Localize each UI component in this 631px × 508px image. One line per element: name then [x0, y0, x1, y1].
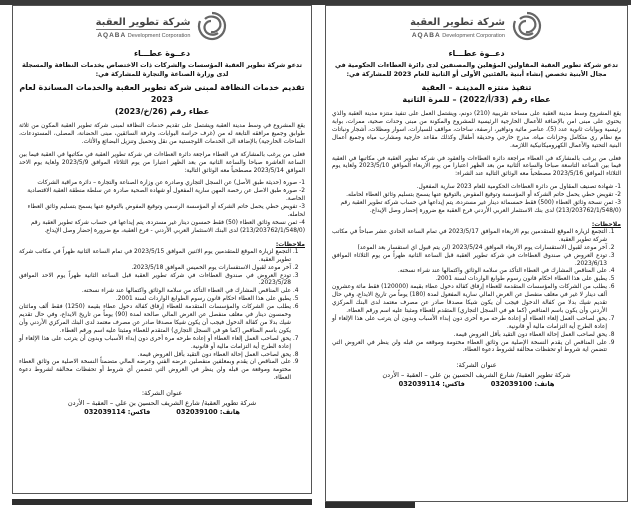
- phone-number: هاتف: 032039100: [490, 380, 555, 389]
- tender-notice-cleaning: [12, 5, 312, 494]
- company-english-name: [412, 32, 505, 39]
- invitation-heading: دعــوة عطـــاء: [448, 49, 505, 58]
- company-name-block: [410, 17, 505, 39]
- contact-numbers: [332, 380, 621, 390]
- contact-numbers: [19, 408, 305, 418]
- company-address-block: [332, 361, 621, 390]
- fax-number: فاكس: 032039114: [84, 408, 151, 417]
- purchase-instructions: فعلى من يرغب بالمشاركة في العطاء مراجعة دائرة العطاءات والعقود في شركة تطوير العقبة في مكاتبها في العقبة فيما بين الساعة التاسعة صباحا والساعة الثانية من بعد الظهر اعتبارا من يوم الاربعاء الموافق 2023/5/10 ولغاية يوم الثلاثاء الموافق 2023/5/16 مصطحباً معه الوثائق التالية عند الشراء:: [332, 155, 621, 178]
- requirement-item: 3- ثمن نسخة وثائق العطاء (500) فقط خمسمائة دينار غير مستردة، يتم إيداعها في حساب شركة تطوير العقبة رقم (213/203762/1/548/0) لدى بنك الاستثمار العربي الأردني فرع العقبة مع ضرورة إحضار وصل الإيداع.: [340, 200, 621, 214]
- requirement-item: 3- تفويض خطي يحمل خاتم الشركة أو المؤسسة الرسمي وتوقيع المفوض بالتوقيع عنها يسمح بتسليم وثائق العطاء لحامله.: [27, 204, 305, 219]
- note-item: 3. تودع العروض في صندوق العطاءات في شركة تطوير العقبة قبل الساعة الثانية ظهراً من يوم الثلاثاء الموافق 2023/6/13.: [332, 253, 607, 269]
- purchase-instructions: فعلى من يرغب بالمشاركة في العطاء مراجعة دائرة العطاءات في شركة تطوير العقبة في مكاتبها في العقبة فيما بين الساعة العاشرة صباحا والساعة الثانية من بعد الظهر اعتبارا من يوم الثلاثاء الموافق 2023/5/9 ولغاية يوم الاحد الموافق 2023/5/14 مصطحباً معه الوثائق التالية:: [19, 151, 305, 174]
- brand-aqaba: AQABA: [411, 32, 441, 39]
- note-item: 8. يحق لصاحب العمل إحالة العطاء دون التقيد بأقل العروض قيمة.: [332, 332, 607, 340]
- requirement-item: 1- شهادة تصنيف المقاول من دائرة العطاءات الحكومية للعام 2023 سارية المفعول.: [416, 184, 621, 191]
- address-heading: عنوان الشركة:: [456, 361, 497, 370]
- notes-list: [19, 249, 305, 383]
- note-item: 9. على المناقص ان يقدم وبمغلفين منفصلين عرضه الفني وعرضه المالي متضمناً النسخة الاصلية من وثائق العطاء مختومة وموقعة من قبله ولن ينظر في العروض التي تتضمن أي شروط أو تحفظات مخالفة لشروط دعوة العطاء.: [19, 359, 291, 383]
- tender-number: عطاء رقم (26/خ/2023): [114, 107, 210, 116]
- notes-list: [332, 229, 621, 356]
- requirement-item: 2- صورة طبق الاصل عن رخصة المهن سارية المفعول أو شهاده الصحية صادرة عن سلطة منطقة العقبة الاقتصادية الخاصة.: [27, 188, 305, 203]
- note-item: 7. يحق لصاحب العمل إلغاء العطاء أو إعادة طرحه مرة أخرى دون إبداء الأسباب وبدون أن يترتب على هذا الإلغاء أو إعادة الطرح أية التزامات مالية أو قانونية.: [19, 336, 291, 352]
- address-text: شركة تطوير العقبة/ شارع الشريف الحسين بن علي – العقبة – الأردن: [67, 398, 257, 407]
- tender-number: عطاء رقم (33/أ/2022) – للمرة الثانية: [402, 95, 551, 104]
- fax-number: فاكس: 032039114: [398, 380, 465, 389]
- note-item: 2. آخر موعد لقبول الاستفسارات يوم الاربعاء الموافق 2023/5/24 (لن يتم قبول اي استفسار بعد الموعد): [332, 245, 607, 253]
- note-item: 5. يطبق على هذا العطاء احكام قانون رسوم طوابع الواردات لسنة 2001.: [332, 276, 607, 284]
- tender-notice-city-park: [325, 5, 628, 502]
- notes-heading: ملاحظات:: [275, 240, 305, 248]
- note-item: 8. يحق لصاحب العمل إحالة العطاء دون التقيد بأقل العروض قيمة.: [19, 352, 291, 360]
- brand-rest: Development Corporation: [442, 33, 505, 39]
- bottom-dark-bar: [12, 499, 312, 505]
- note-item: 4. على المناقص المشارك في العطاء التأكد من سلامة الوثائق واكتمالها عند شراء نسخته.: [332, 268, 607, 276]
- address-heading: عنوان الشركة:: [141, 389, 183, 398]
- phone-number: هاتف: 032039100: [176, 408, 240, 417]
- project-description: يقع المشروع وسط مدينة العقبة على مساحة تقريبية (210) دونم، ويشتمل العمل على تنفيذ منتزه مدينة العقبة والذي يحتوي على مبنى امن بالإضافة للأعمال الخارجية الرئيسية للمشروع والمكونة من مبنى وحدات صحية، ممرات، بوابة رئيسية وبوابات ثانوية عدد (5)، عناصر مائية ونوافير، ارصفة، ساحات، مواقف للسيارات، اسوار ومظلات، أشجار ونباتات مع نظام ري متكامل وخزانات مياه، مدرج خارجي وحديقة أطفال وكذلك مقاعد خارجية ومشارب مياه وجميع أعمال البنية التحتية والأعمال الكهروميكانيكية اللازمة.: [332, 111, 622, 149]
- note-item: 7. يحق لصاحب العمل إلغاء العطاء أو إعادة طرحه مرة أخرى دون إبداء الأسباب وبدون أن يترتب على هذا الإلغاء أو إعادة الطرح أية التزامات مالية أو قانونية.: [332, 316, 607, 332]
- bottom-dark-bar: [325, 502, 415, 508]
- requirement-item: 1- صورة (حديثة طبق الأصل) عن السجل التجاري وصادرة عن وزارة الصناعة والتجارة – دائرة مراقبة الشركات: [37, 180, 305, 187]
- note-item: 1. التجمع لزيارة الموقع للمتقدمين يوم الاربعاء الموافق 2023/5/17 في تمام الساعة الحادي عشر صباحاً في مكاتب شركة تطوير العقبة.: [332, 229, 607, 245]
- brand-rest: Development Corporation: [127, 33, 191, 39]
- note-item: 4. على المناقص المشارك في العطاء التأكد من سلامة الوثائق واكتمالها عند شراء نسخته.: [19, 288, 291, 296]
- company-logo-icon: [511, 10, 543, 46]
- company-header: [19, 11, 305, 45]
- note-item: 9. على المناقص ان يقدم النسخة الإصلية من وثائق العطاء مختومة وموقعه من قبله ولن ينظر في العروض التي تتضمن اية شروط او تحفظات مخالفة لشروط دعوة العطاء.: [332, 340, 607, 356]
- note-item: 3. تودع العروض في صندوق العطاءات في شركة تطوير العقبة قبل الساعة الثانية ظهراً يوم الاحد الموافق 2023/5/28.: [19, 273, 291, 289]
- invitation-intro: تدعو شركة تطوير العقبة المقاولين المؤهلين والمصنفين لدى دائرة العطاءات الحكومية في مجال الأبنية تخصص إنشاء أبنية بالفئتين الأولى أو الثانية للعام 2023 للمشاركة في:: [335, 61, 618, 78]
- company-logo-icon: [196, 10, 228, 46]
- note-item: 6. يطلب من الشركات والمؤسسات المتقدمة للعطاء إرفاق كفالة دخول عطاء بقيمة (120000) فقط مائة وعشرون ألف دينار لا غير في مغلف منفصل عن العرض المالي سارية المفعول لمدة (180) يوماً من تاريخ الايداع، وفي حال تقديم شيك بدلا من كفالة الدخول فيجب أن يكون شيكا مصدقا صادر عن مصرف معتمد لدى البنك المركزي الأردني وأن يكون باسم المناقص (كما هو في السجل التجاري) المتقدم للعطاء ومثبتا عليه اسم ورقم العطاء.: [332, 284, 607, 316]
- note-item: 6. يطلب من الشركات والمؤسسات المتقدمة للعطاء إرفاق كفالة دخول عطاء بقيمة (1250) فقط ألف ومائتان وخمسون دينار في مغلف منفصل عن العرض المالي صالحة لمدة (90) يوماً من تاريخ الايداع، وفي حال تقديم شيك بدلا من كفالة الدخول فيجب أن يكون شيكا مصدقا صادر عن مصرف معتمد لدى البنك المركزي الأردني وأن يكون باسم المناقص (كما هو في السجل التجاري) المتقدم للعطاء ومثبتا عليه اسم ورقم العطاء.: [19, 304, 291, 336]
- company-address-block: [19, 389, 305, 418]
- company-arabic-name: شركة تطوير العقبة: [95, 17, 191, 28]
- requirement-item: 2- تفويض خطي يحمل خاتم الشركة أو المؤسسة وتوقيع المفوض بالتوقيع عنها يسمح بتسليم وثائق العطاء لحامله.: [346, 192, 621, 199]
- company-arabic-name: شركة تطوير العقبة: [410, 17, 505, 28]
- project-description: يقع المشروع في وسط مدينة العقبة ويشتمل على تقديم خدمات النظافة لمبنى شركة تطوير العقبة المكون من ثلاثة طوابق وجميع مرافقه التابعة له من (غرف حراسة البوابات، وغرفة السائقين، مبنى الحضانة، المصلى، المستودعات، الساحات الخارجية) بالإضافة الى الخدمات اللوجستية من نقل وتحميل وتنزيل البضائع والأثاث.: [19, 123, 305, 145]
- tender-title: تقديم خدمات النظافة لمبنى شركة تطوير العقبة والخدمات المساندة لعام 2023: [19, 83, 305, 104]
- company-name-block: [96, 17, 191, 39]
- invitation-heading: دعــوة عطـــاء: [133, 49, 191, 58]
- notes-heading: ملاحظات:: [591, 220, 621, 228]
- tender-title: تنفيذ منتزه المدينـة – العقبة: [421, 83, 532, 92]
- company-english-name: [97, 32, 190, 39]
- requirement-item: 4- ثمن نسخة وثائق العطاء (50) فقط خمسون دينار غير مستردة، يتم إيداعها في حساب شركة تطوير العقبة رقم (213/203762/1/548/0) لدى البنك الاستثمار العربي الأردني - فرع العقبة، مع ضرورة إحضار وصل الإيداع.: [30, 219, 305, 234]
- brand-aqaba: AQABA: [97, 32, 127, 39]
- note-item: 2. آخر موعد لقبول الاستفسارات يوم الخميس الموافق 2023/5/18.: [19, 265, 291, 273]
- address-text: شركة تطوير العقبة/ شارع الشريف الحسين بن علي – العقبة – الأردن: [382, 370, 571, 379]
- invitation-intro: تدعو شركة تطوير العقبة المؤسسات والشركات ذات الاختصاص بخدمات النظافة والمسجلة لدى وزارة الصناعة والتجارة للمشاركة في:: [21, 61, 303, 78]
- note-item: 5. يطبق على هذا العطاء احكام قانون رسوم الطوابع الواردات لسنة 2001.: [19, 296, 291, 304]
- note-item: 1. التجمع لزيارة الموقع للمتقدمين يوم الاثنين الموافق 2023/5/15 في تمام الساعة الثانية ظهراً في مكاتب شركة تطوير العقبة.: [19, 249, 291, 265]
- company-header: [332, 11, 621, 45]
